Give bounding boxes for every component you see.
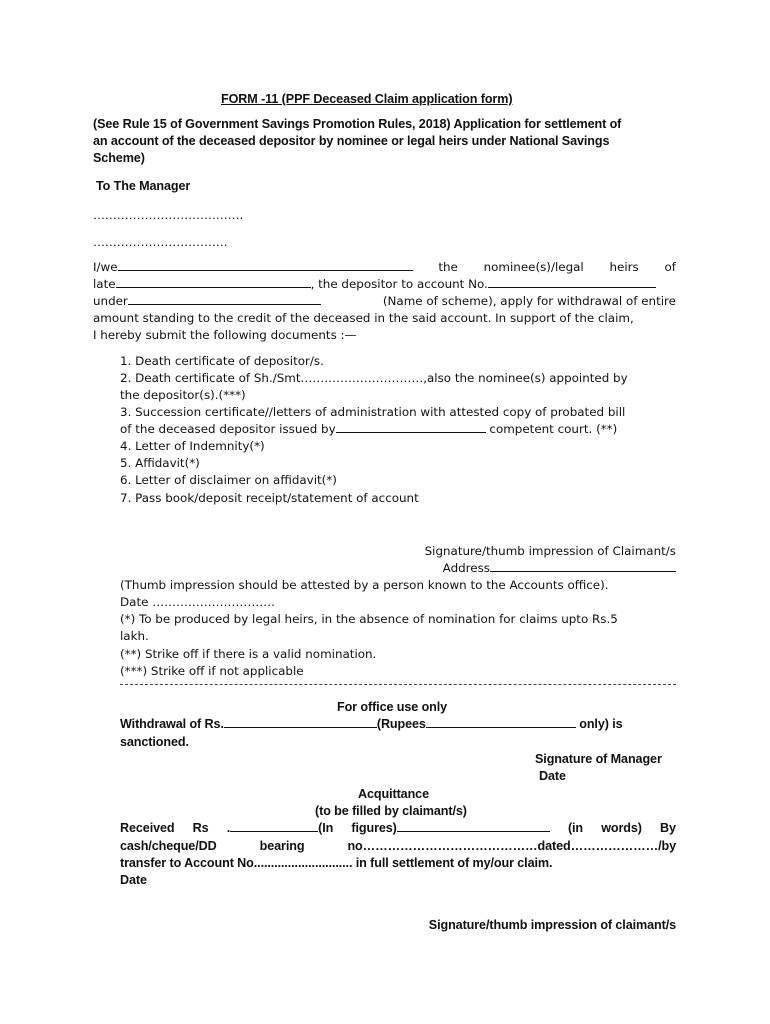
footnote-1-cont: lakh. [120, 629, 149, 643]
depositor-account-label: , the depositor to account No. [310, 277, 488, 291]
addressee: To The Manager [96, 179, 191, 193]
document-item-3-cont [120, 421, 617, 438]
form-subtitle-line-3: Scheme) [93, 151, 145, 165]
deceased-name-blank[interactable] [116, 276, 311, 288]
form-subtitle-line-1: (See Rule 15 of Government Savings Promotion Rules, 2018) Application for settlement of [93, 117, 622, 131]
claim-line-2 [93, 276, 656, 293]
sanctioned-label: sanctioned. [120, 735, 189, 749]
claim-date: Date …………………………. [120, 595, 275, 609]
issued-by-label: of the deceased depositor issued by [120, 422, 336, 436]
address-line [443, 560, 676, 577]
under-label: under [93, 294, 128, 308]
address-label: Address [442, 561, 490, 575]
word: Rs [192, 821, 209, 835]
addressee-dots-1: ……………………………….. [93, 208, 244, 222]
word: By [660, 821, 676, 835]
competent-court-label: competent court. (**) [485, 422, 618, 436]
document-item-2-cont: the depositor(s).(***) [120, 388, 246, 402]
word: Received [120, 821, 175, 835]
scheme-text: (Name of scheme), apply for withdrawal of entire [382, 294, 676, 308]
word: words) [601, 821, 642, 835]
document-item-7: 7. Pass book/deposit receipt/statement of account [120, 491, 419, 505]
court-name-blank[interactable] [336, 421, 486, 433]
word: cash/cheque/DD [120, 839, 217, 853]
acquittance-date: Date [120, 873, 147, 887]
account-number-blank[interactable] [488, 276, 656, 288]
document-item-6: 6. Letter of disclaimer on affidavit(*) [120, 473, 337, 487]
document-item-3: 3. Succession certificate//letters of administration with attested copy of probated bill [120, 405, 626, 419]
received-words-blank[interactable] [397, 820, 550, 832]
word: of [664, 260, 676, 274]
iwe-label: I/we [93, 260, 118, 274]
cheque-line [120, 838, 676, 855]
word: figures) [351, 821, 397, 835]
footnote-1: (*) To be produced by legal heirs, in the absence of nomination for claims upto Rs.5 [120, 612, 618, 626]
footnote-3: (***) Strike off if not applicable [120, 664, 304, 678]
claim-line-5: I hereby submit the following documents :— [93, 328, 357, 342]
acquittance-subheading: (to be filled by claimant/s) [315, 804, 467, 818]
office-use-heading: For office use only [337, 700, 448, 714]
word: . [226, 821, 231, 835]
word: (in [567, 821, 584, 835]
claim-line-1 [93, 259, 676, 276]
claimant-signature-label: Signature/thumb impression of Claimant/s [424, 544, 676, 558]
form-subtitle-line-2: an account of the deceased depositor by nominee or legal heirs under National Savings [93, 134, 610, 148]
only-is-label: only) is [575, 717, 623, 731]
word: no……………………………………dated…………………/by [347, 839, 676, 853]
claim-line-3 [93, 293, 676, 310]
withdrawal-amount-blank[interactable] [224, 716, 377, 728]
document-item-4: 4. Letter of Indemnity(*) [120, 439, 265, 453]
received-figures-blank[interactable] [230, 820, 318, 832]
scheme-name-blank[interactable] [128, 293, 321, 305]
rupees-words-blank[interactable] [426, 716, 576, 728]
word: the [438, 260, 458, 274]
received-line [120, 820, 676, 837]
transfer-line: transfer to Account No............................. in full settlement of my/our claim. [120, 856, 553, 870]
thumb-note: (Thumb impression should be attested by a person known to the Accounts office). [120, 578, 609, 592]
claimant-final-signature: Signature/thumb impression of claimant/s [428, 918, 676, 932]
address-blank[interactable] [490, 560, 676, 572]
document-item-5: 5. Affidavit(*) [120, 456, 200, 470]
footnote-2: (**) Strike off if there is a valid nomination. [120, 647, 377, 661]
document-item-2: 2. Death certificate of Sh./Smt.…………………………,also the nominee(s) appointed by [120, 371, 628, 385]
word: heirs [609, 260, 639, 274]
form-title: FORM -11 (PPF Deceased Claim application form) [221, 92, 513, 106]
late-label: late [93, 277, 116, 291]
word: bearing [259, 839, 305, 853]
rupees-label: (Rupees [376, 717, 426, 731]
addressee-dots-2: ……………………………. [93, 235, 228, 249]
document-item-1: 1. Death certificate of depositor/s. [120, 354, 324, 368]
withdrawal-line [120, 716, 623, 733]
claim-line-4: amount standing to the credit of the deceased in the said account. In support of the claim, [93, 311, 634, 325]
section-divider [120, 684, 676, 685]
word: nominee(s)/legal [483, 260, 584, 274]
acquittance-heading: Acquittance [358, 787, 429, 801]
claimant-name-blank[interactable] [118, 259, 413, 271]
manager-date-label: Date [539, 769, 566, 783]
word: (In [318, 821, 334, 835]
manager-signature-label: Signature of Manager [535, 752, 662, 766]
withdrawal-label: Withdrawal of Rs. [120, 717, 224, 731]
